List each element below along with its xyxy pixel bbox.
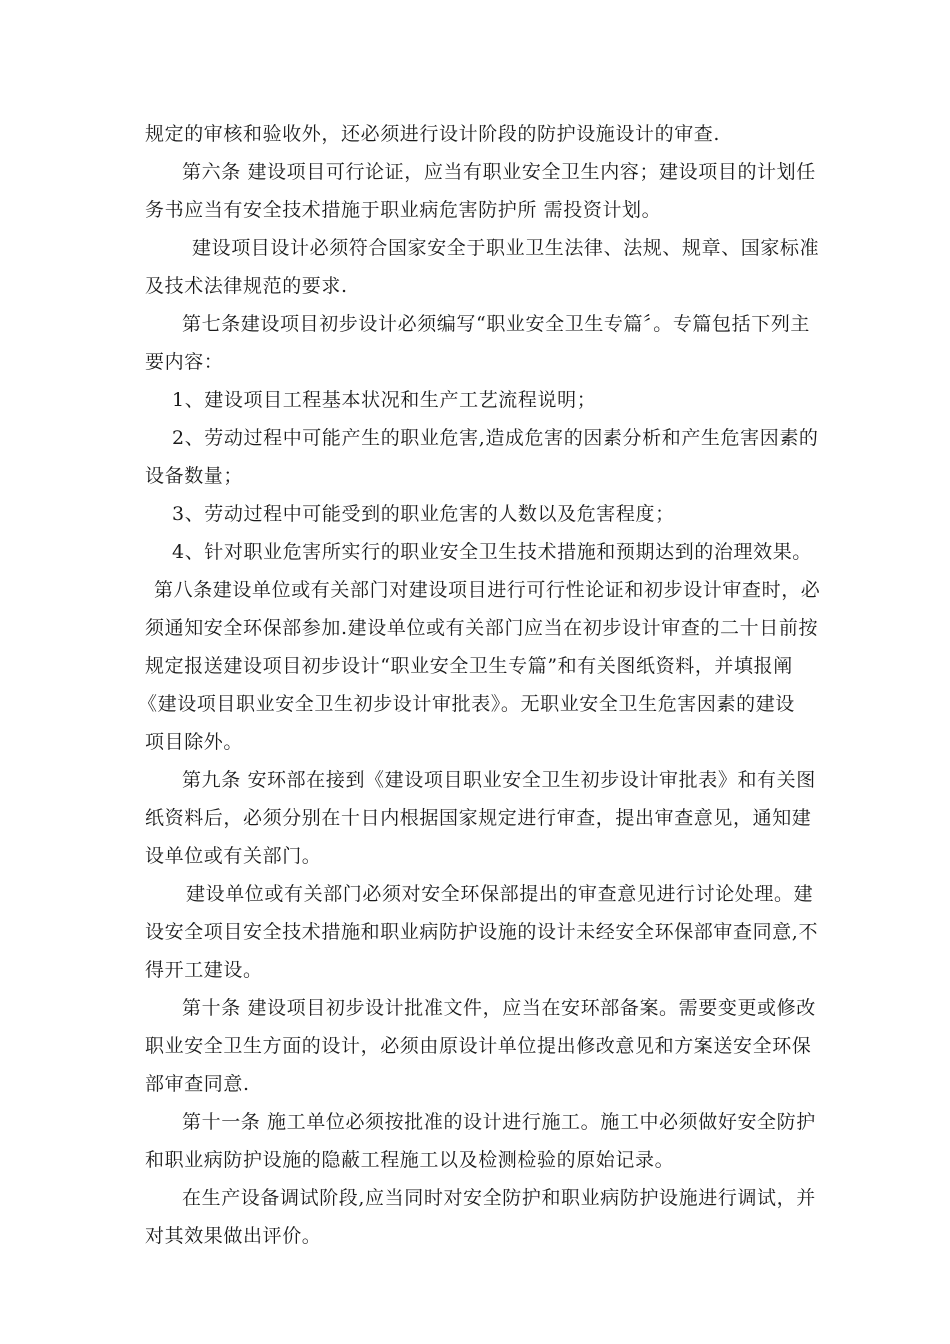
text-line: 和职业病防护设施的隐蔽工程施工以及检测检验的原始记录。 — [145, 1149, 675, 1171]
text-line: 规定报送建设项目初步设计“职业安全卫生专篇”和有关图纸资料，并填报阐 — [145, 655, 793, 677]
article-8-heading-line: 第八条建设单位或有关部门对建设项目进行可行性论证和初步设计审查时，必 — [154, 579, 821, 601]
text-line: 及技术法律规范的要求. — [145, 275, 348, 297]
text-line: 要内容： — [145, 351, 224, 373]
article-10-heading-line: 第十条 建设项目初步设计批准文件，应当在安环部备案。需要变更或修改 — [182, 997, 816, 1019]
text-line: 在生产设备调试阶段,应当同时对安全防护和职业病防护设施进行调试，并 — [182, 1187, 816, 1209]
text-line: 对其效果做出评价。 — [145, 1225, 322, 1247]
article-11-heading-line: 第十一条 施工单位必须按批准的设计进行施工。施工中必须做好安全防护 — [182, 1111, 816, 1133]
text-line: 设安全项目安全技术措施和职业病防护设施的设计未经安全环保部审查同意,不 — [145, 921, 819, 943]
text-line: 设单位或有关部门。 — [145, 845, 322, 867]
list-item-3: 3、劳动过程中可能受到的职业危害的人数以及危害程度； — [172, 503, 675, 525]
article-6-heading-line: 第六条 建设项目可行论证，应当有职业安全卫生内容；建设项目的计划任 — [182, 161, 816, 183]
text-line: 规定的审核和验收外，还必须进行设计阶段的防护设施设计的审查. — [145, 123, 721, 145]
text-line: 职业安全卫生方面的设计，必须由原设计单位提出修改意见和方案送安全环保 — [145, 1035, 812, 1057]
text-line: 设备数量； — [145, 465, 244, 487]
text-line: 建设单位或有关部门必须对安全环保部提出的审查意见进行讨论处理。建 — [186, 883, 814, 905]
text-line: 项目除外。 — [145, 731, 244, 753]
list-item-1: 1、建设项目工程基本状况和生产工艺流程说明； — [172, 389, 597, 411]
text-line: 建设项目设计必须符合国家安全于职业卫生法律、法规、规章、国家标准 — [192, 237, 820, 259]
text-line: 务书应当有安全技术措施于职业病危害防护所 需投资计划。 — [145, 199, 662, 221]
text-line: 纸资料后，必须分别在十日内根据国家规定进行审查，提出审查意见，通知建 — [145, 807, 812, 829]
list-item-4: 4、针对职业危害所实行的职业安全卫生技术措施和预期达到的治理效果。 — [172, 541, 812, 563]
text-line: 部审查同意. — [145, 1073, 250, 1095]
list-item-2: 2、劳动过程中可能产生的职业危害,造成危害的因素分析和产生危害因素的 — [172, 427, 819, 449]
article-9-heading-line: 第九条 安环部在接到《建设项目职业安全卫生初步设计审批表》和有关图 — [182, 769, 816, 791]
text-line: 得开工建设。 — [145, 959, 263, 981]
article-7-heading-line: 第七条建设项目初步设计必须编写“职业安全卫生专篇〞。专篇包括下列主 — [182, 313, 811, 335]
text-line: 《建设项目职业安全卫生初步设计审批表》。无职业安全卫生危害因素的建设 — [138, 693, 795, 715]
text-line: 须通知安全环保部参加.建设单位或有关部门应当在初步设计审查的二十日前按 — [145, 617, 819, 639]
